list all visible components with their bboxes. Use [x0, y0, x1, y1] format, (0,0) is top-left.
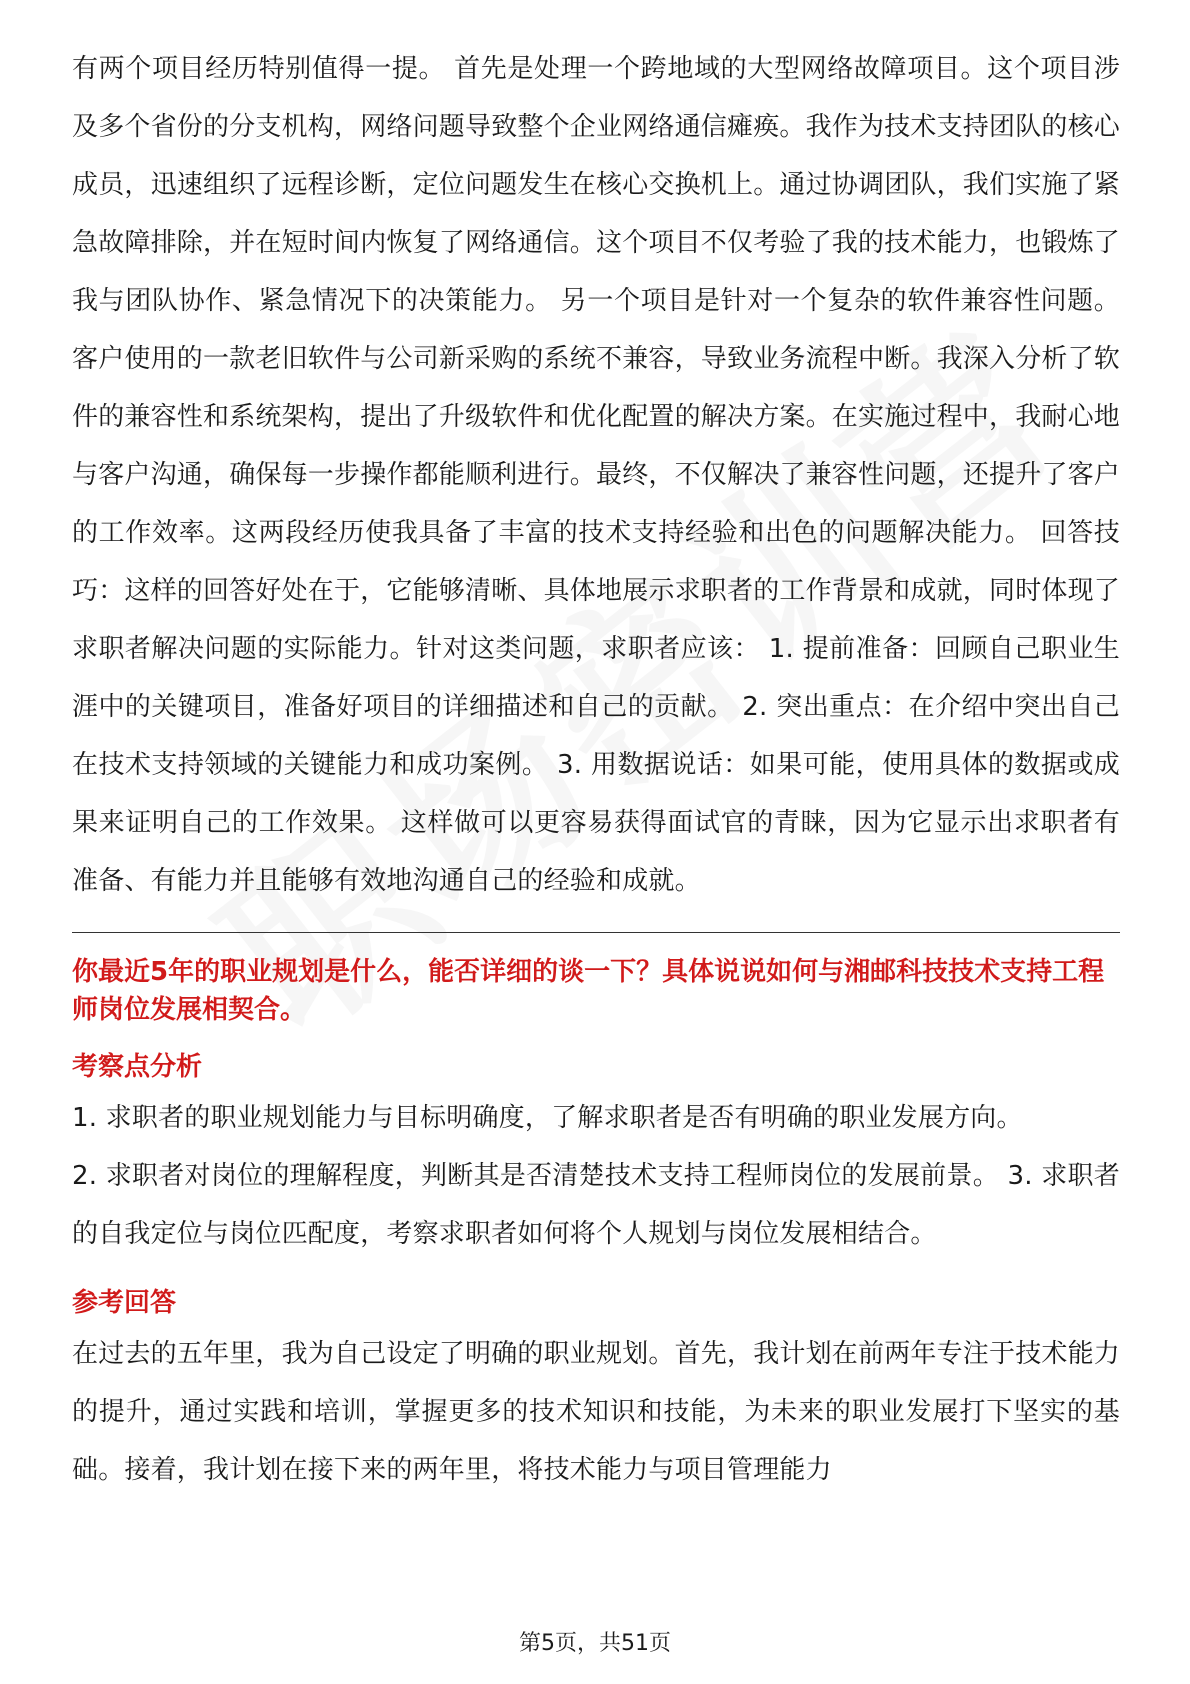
analysis-point-2: 2. 求职者对岗位的理解程度，判断其是否清楚技术支持工程师岗位的发展前景。 3. 求职者的自我定位与岗位匹配度，考察求职者如何将个人规划与岗位发展相结合。 [72, 1161, 1120, 1249]
reference-heading: 参考回答 [72, 1288, 177, 1318]
analysis-point-1: 1. 求职者的职业规划能力与目标明确度，了解求职者是否有明确的职业发展方向。 [72, 1103, 1023, 1133]
document-body [72, 40, 1120, 1499]
analysis-heading: 考察点分析 [72, 1052, 203, 1082]
reference-answer: 在过去的五年里，我为自己设定了明确的职业规划。首先，我计划在前两年专注于技术能力的提升，通过实践和培训，掌握更多的技术知识和技能，为未来的职业发展打下坚实的基础。接着，我计划在接下来的两年里，将技术能力与项目管理能力 [72, 1339, 1121, 1485]
section-divider [72, 932, 1120, 933]
answer-paragraph: 有两个项目经历特别值得一提。 首先是处理一个跨地域的大型网络故障项目。这个项目涉及多个省份的分支机构，网络问题导致整个企业网络通信瘫痪。我作为技术支持团队的核心成员，迅速组织了远程诊断，定位问题发生在核心交换机上。通过协调团队，我们实施了紧急故障排除，并在短时间内恢复了网络通信。这个项目不仅考验了我的技术能力，也锻炼了我与团队协作、紧急情况下的决策能力。 另一个项目是针对一个复杂的软件兼容性问题。客户使用的一款老旧软件与公司新采购的系统不兼容，导致业务流程中断。我深入分析了软件的兼容性和系统架构，提出了升级软件和优化配置的解决方案。在实施过程中，我耐心地与客户沟通，确保每一步操作都能顺利进行。最终，不仅解决了兼容性问题，还提升了客户的工作效率。这两段经历使我具备了丰富的技术支持经验和出色的问题解决能力。 回答技巧：这样的回答好处在于，它能够清晰、具体地展示求职者的工作背景和成就，同时体现了求职者解决问题的实际能力。针对这类问题，求职者应该： 1. 提前准备：回顾自己职业生涯中的关键项目，准备好项目的详细描述和自己的贡献。 2. 突出重点：在介绍中突出自己在技术支持领域的关键能力和成功案例。 3. 用数据说话：如果可能，使用具体的数据或成果来证明自己的工作效果。 这样做可以更容易获得面试官的青睐，因为它显示出求职者有准备、有能力并且能够有效地沟通自己的经验和成就。 [72, 54, 1121, 896]
interview-question: 你最近5年的职业规划是什么，能否详细的谈一下？具体说说如何与湘邮科技技术支持工程师岗位发展相契合。 [72, 957, 1105, 1025]
page-number: 第5页，共51页 [519, 1631, 671, 1656]
